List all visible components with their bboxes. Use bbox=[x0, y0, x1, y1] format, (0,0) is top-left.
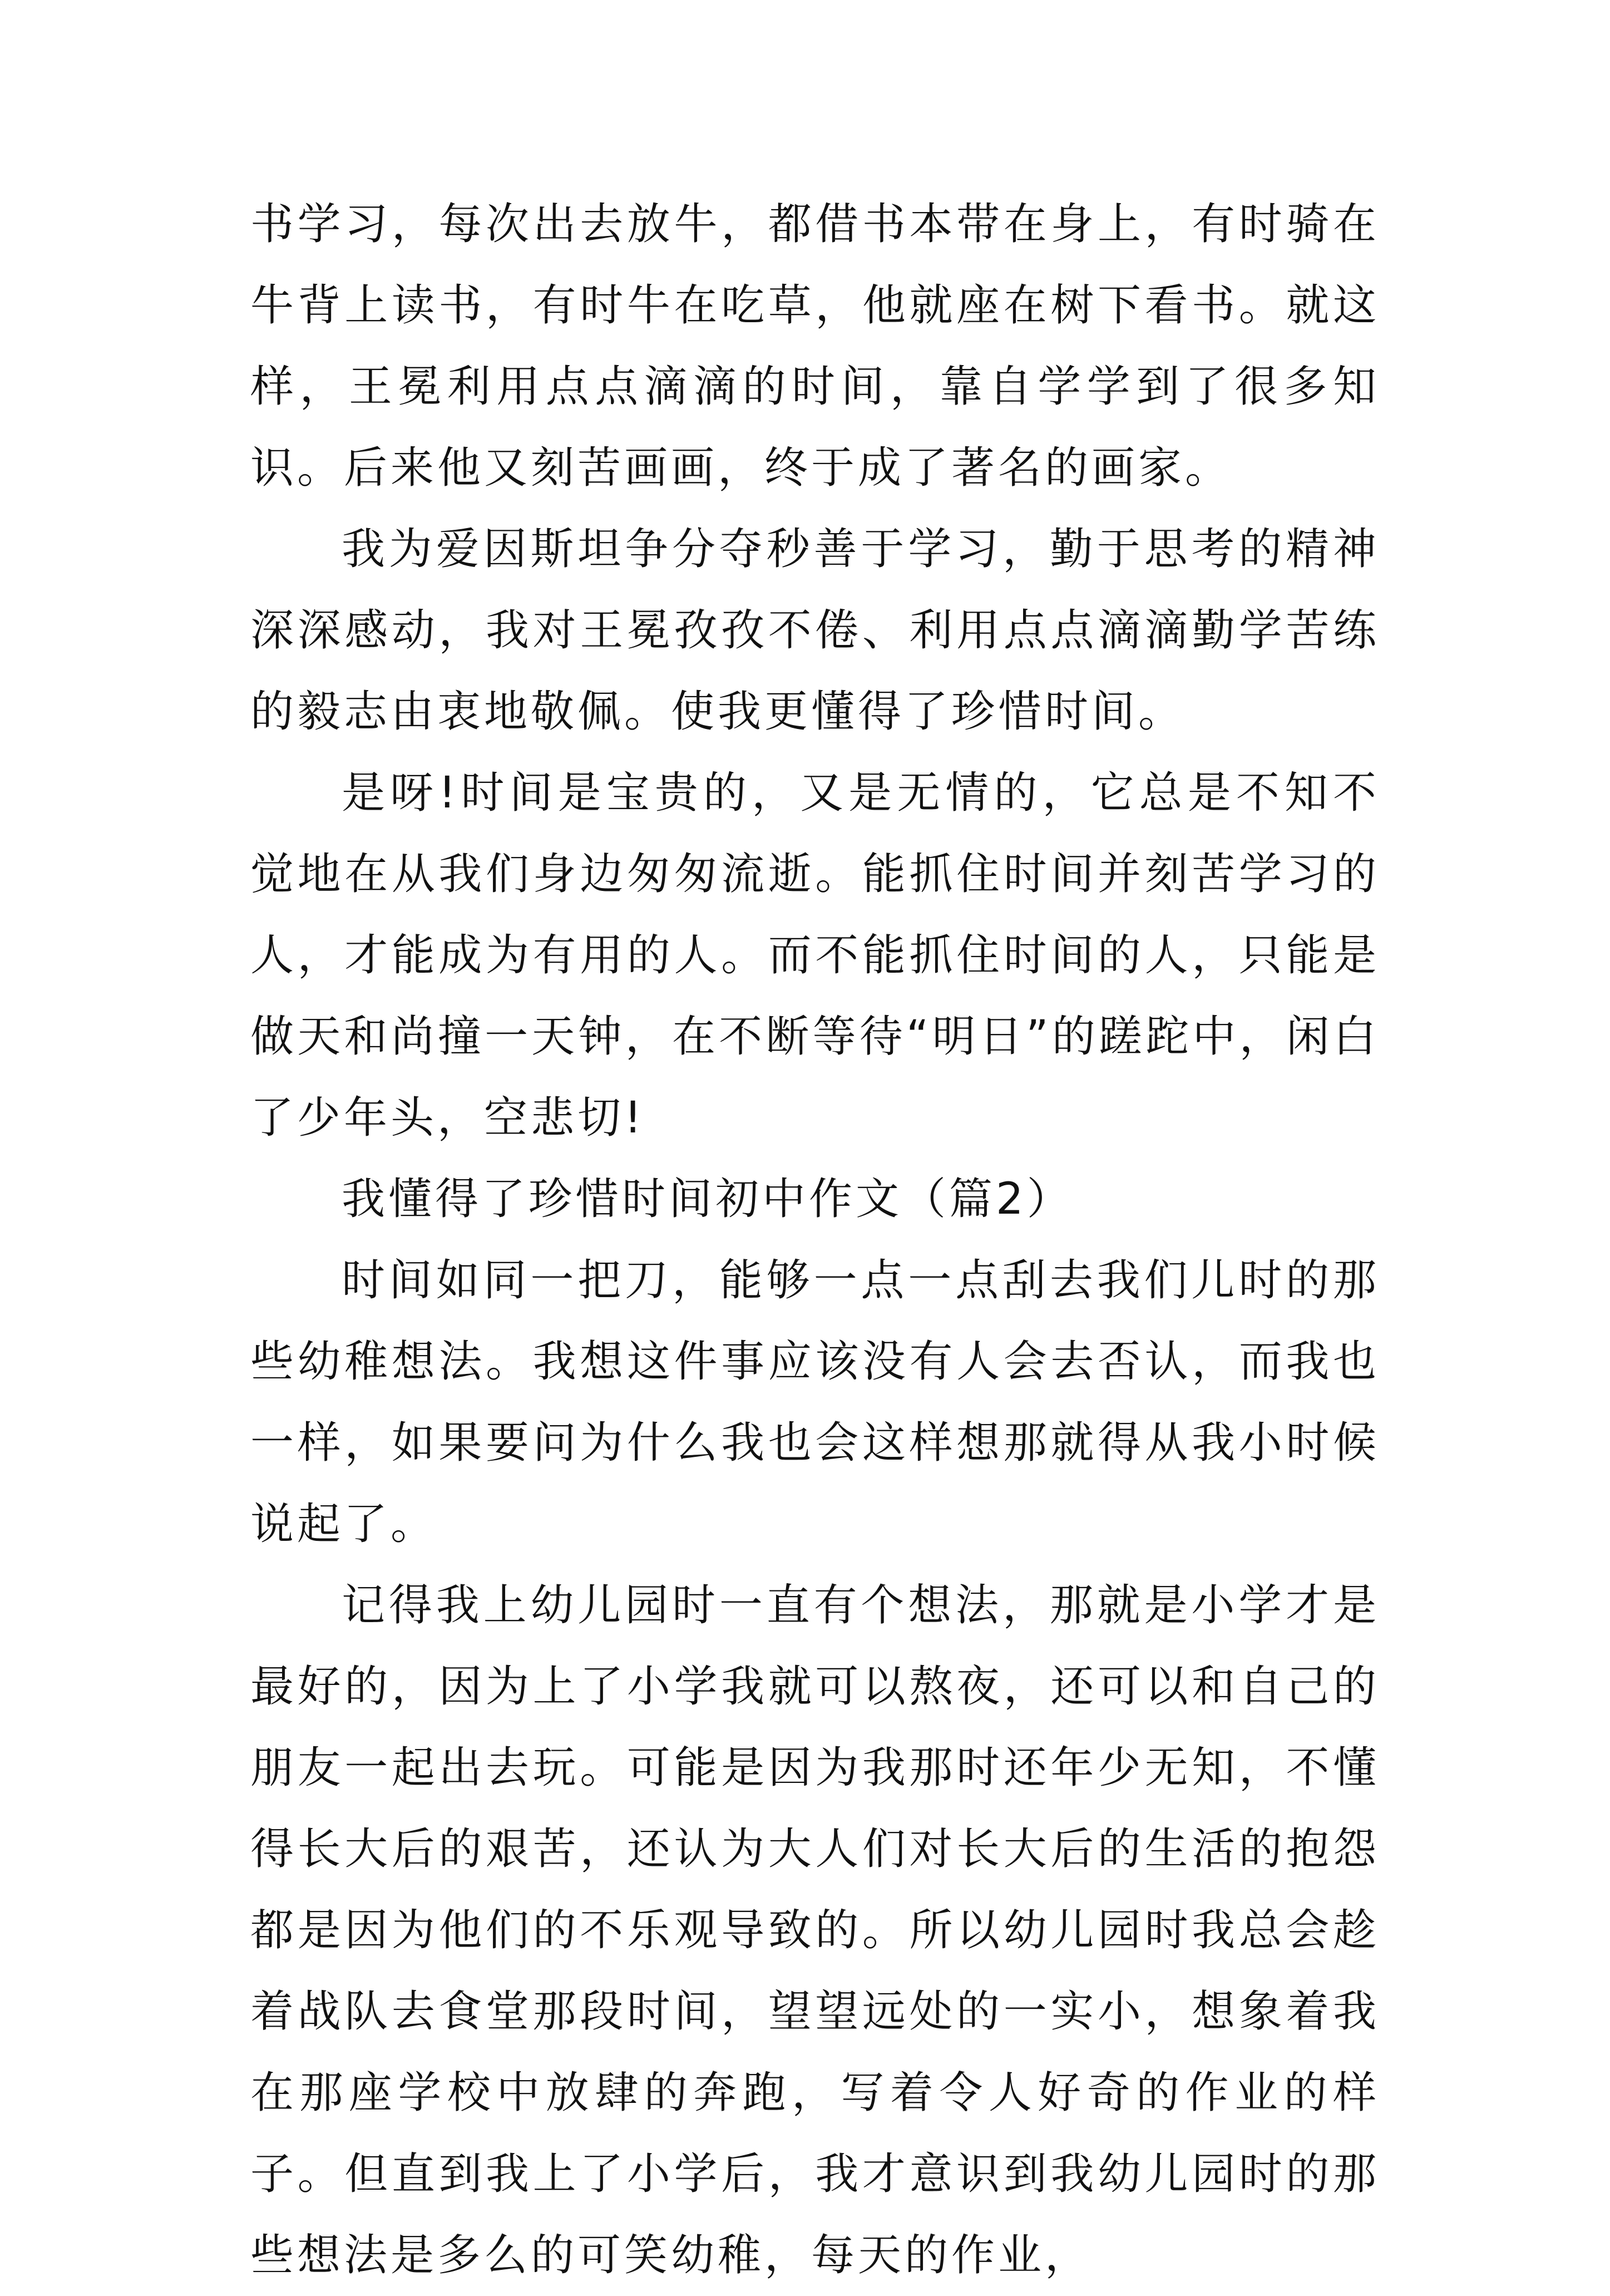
paragraph: 是呀!时间是宝贵的，又是无情的，它总是不知不觉地在从我们身边匆匆流逝。能抓住时间并刻苦学习的人，才能成为有用的人。而不能抓住时间的人，只能是做天和尚撞一天钟，在不断等待“明日”的蹉跎中，闲白了少年头，空悲切! bbox=[250, 768, 1380, 1143]
paragraph-continuation: 书学习，每次出去放牛，都借书本带在身上，有时骑在牛背上读书，有时牛在吃草，他就座在树下看书。就这样，王冕利用点点滴滴的时间，靠自学学到了很多知识。后来他又刻苦画画，终于成了著名的画家。 bbox=[250, 199, 1380, 493]
paragraph: 我为爱因斯坦争分夺秒善于学习，勤于思考的精神深深感动，我对王冕孜孜不倦、利用点点滴滴勤学苦练的毅志由衷地敬佩。使我更懂得了珍惜时间。 bbox=[250, 524, 1380, 737]
paragraph: 记得我上幼儿园时一直有个想法，那就是小学才是最好的，因为上了小学我就可以熬夜，还可以和自己的朋友一起出去玩。可能是因为我那时还年少无知，不懂得长大后的艰苦，还认为大人们对长大后的生活的抱怨都是因为他们的不乐观导致的。所以幼儿园时我总会趁着战队去食堂那段时间，望望远处的一实小，想象着我在那座学校中放肆的奔跑，写着令人好奇的作业的样子。但直到我上了小学后，我才意识到我幼儿园时的那些想法是多么的可笑幼稚，每天的作业， bbox=[250, 1580, 1380, 2280]
section-heading: 我懂得了珍惜时间初中作文（篇2） bbox=[342, 1174, 1074, 1224]
document-body bbox=[250, 184, 1380, 2296]
paragraph: 时间如同一把刀，能够一点一点刮去我们儿时的那些幼稚想法。我想这件事应该没有人会去否认，而我也一样，如果要问为什么我也会这样想那就得从我小时候说起了。 bbox=[250, 1255, 1380, 1549]
